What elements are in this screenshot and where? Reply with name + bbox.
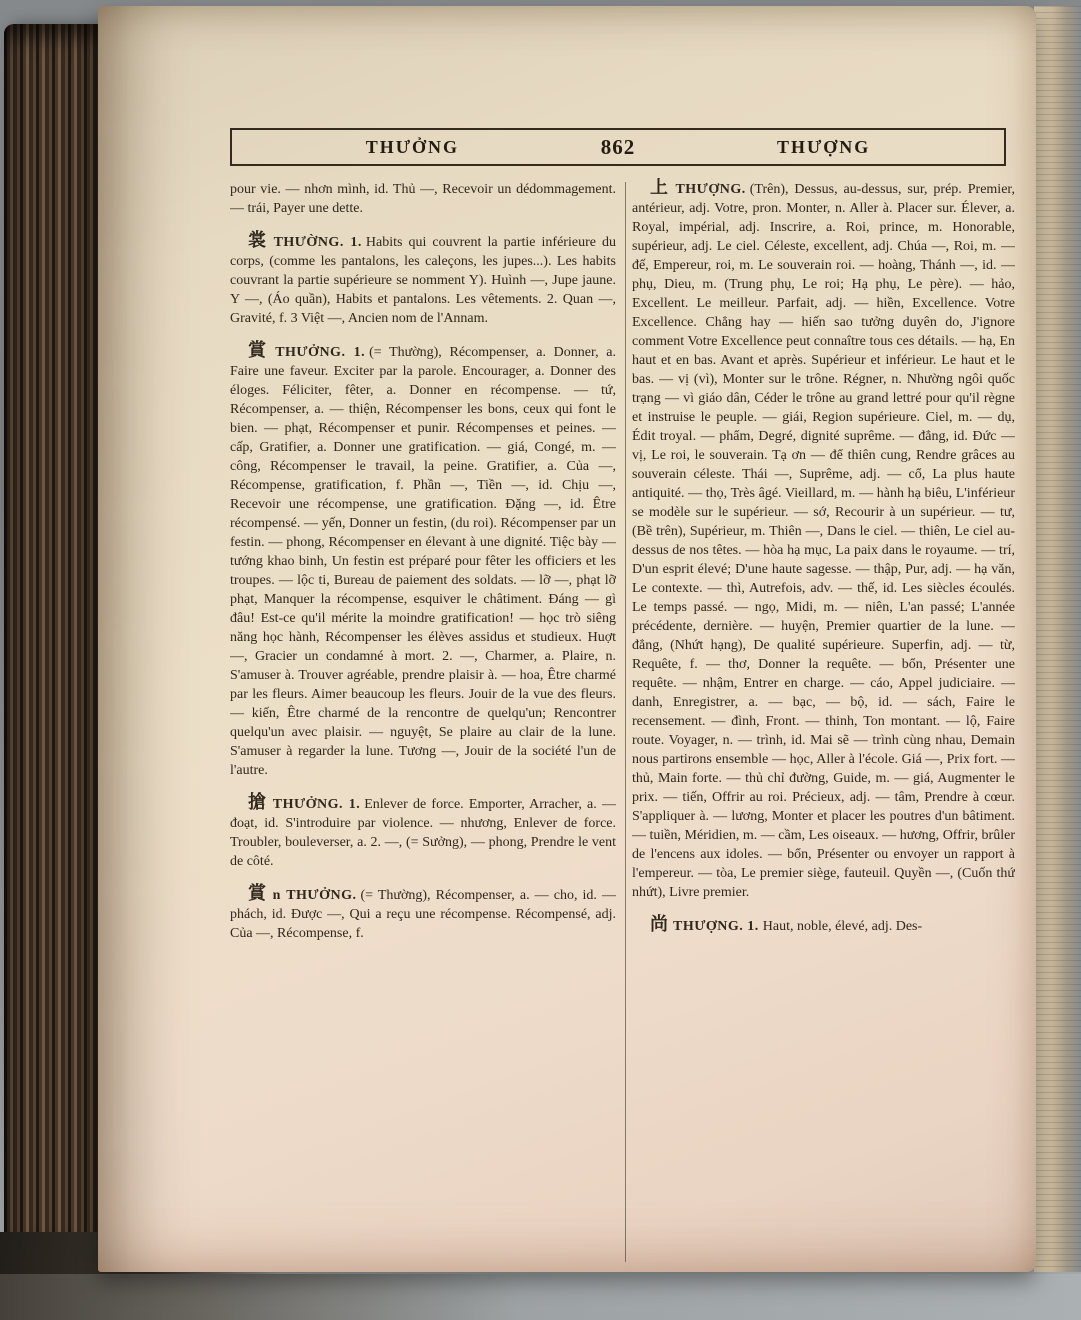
cjk-glyph: 裳 (248, 230, 269, 250)
left-column (230, 178, 616, 1266)
cjk-glyph: 尚 (650, 914, 668, 934)
page-number: 862 (600, 134, 636, 159)
entry-thuong-enlever (230, 793, 616, 871)
entry-thuong-haut-noble (632, 915, 1015, 936)
entry-headword: THƯỜNG. 1. (273, 235, 362, 250)
entry-thuong-garments (230, 231, 616, 328)
entry-thuong-dessus (632, 178, 1015, 902)
entry-body: (= Thường), Récompenser, a. — cho, id. — phách, id. Được —, Qui a reçu une récompense. Récompensé, adj. Của —, Récompense, f. (230, 888, 616, 941)
cjk-glyph: 上 (650, 178, 671, 197)
entry-headword: n THƯỞNG. (272, 888, 357, 903)
entry-headword: THƯỞNG. 1. (272, 797, 361, 812)
entry-headword: THƯỞNG. 1. (275, 345, 366, 360)
running-head-left: THƯỞNG (365, 136, 460, 157)
dictionary-page (98, 6, 1036, 1272)
entry-headword: THƯỢNG. 1. (673, 919, 759, 934)
entry-body: Haut, noble, élevé, adj. Des- (762, 919, 923, 934)
cjk-glyph: 搶 (248, 792, 268, 812)
entry-body: (Trên), Dessus, au-dessus, sur, prép. Premier, antérieur, adj. Votre, pron. Monter, n. Aller à. Placer sur. Élever, a. Royal, impérial, adj. Inscrire, a. Roi, prince, m. Honorable, supérieur, adj. Le ciel. Céleste, excellent, adj. Chúa —, Roi, m. — đế, Empereur, roi, m. Le souverain roi. — hoàng, Thánh —, id. — phụ, Dieu, m. (Trung phụ, Le roi; Hạ phụ, Le père). — hảo, Excellent. Le meilleur. Parfait, adj. — hiền, Excellence. Votre Excellence. Chẳng hay — hiến sao tưởng duyên do, J'ignore comment Votre Excellence peut connaître tous ces détails. — hạ, En haut et en bas. Avant et après. Supérieur et inférieur. Le haut et le bas. — vị (vì), Monter sur le trône. Régner, n. Nhường ngôi quốc trạng — vì giáo dân, Céder le trône au grand lettré pour qu'il règne et instruise le peuple. — giái, Region supérieure. Ciel, m. — dụ, Édit troyal. — phẩm, Degré, dignité suprême. — đẳng, id. Đức — vị, Le roi, le souverain. Tạ ơn — để thiên cung, Rendre grâces au souverain céleste. Thái —, Suprême, adj. — cổ, La plus haute antiquité. — thọ, Très âgé. Vieillard, m. — hành hạ biêu, L'inférieur se modèle sur le supérieur. — sớ, Recourir à un supérieur. — tư, (Bề trên), Supérieur, m. Thiên —, Dans le ciel. — thiên, Le ciel au-dessus de nos têtes. — hòa hạ mục, La paix dans le royaume. — trí, D'un esprit élevé; D'une haute sagesse. — thập, Pur, adj. — hạ văn, Le contexte. — thì, Autrefois, adv. — thế, id. Les siècles écoulés. Le temps passé. — ngọ, Midi, m. — niên, L'an passé; L'année précédente, dernière. — huyện, Premier quartier de la lune. — đẳng, (Nhứt hạng), De qualité supérieure. Superfin, adj. — từ, Requête, f. — thơ, Donner la requête. — bổn, Présenter une requête. — nhậm, Entrer en charge. — cáo, Appel judiciaire. — danh, Enregistrer, a. — bạc, — bộ, id. — sách, Faire le recensement. — đình, Front. — thinh, Ton montant. — lộ, Faire route. Voyager, n. — trình, id. Mai sẽ — trình cùng nhau, Demain nous partirons ensemble — học, Aller à l'école. Giá —, Prix fort. — thủ, Main forte. — thủ chỉ đường, Guide, m. — giá, Augmenter le prix. — tiến, Offrir au roi. Précieux, adj. — tâm, Prendre à cœur. S'appliquer à. — lương, Monter et placer les poutres d'un bâtiment. — tuiền, Méridien, m. — cầm, Les oiseaux. — hương, Offrir, brûler de l'encens aux idoles. — bổn, Présenter ou envoyer un rapport à l'empereur. — tòa, Le premier siège, fauteuil. Quyền —, (Cuốn thứ nhứt), Livre premier. (632, 182, 1015, 900)
next-page-edge (1034, 6, 1081, 1272)
entry-body: pour vie. — nhơn mình, id. Thủ —, Recevoir un dédommagement. — trái, Payer une dette. (230, 182, 616, 216)
entry-thuong-recompense (230, 341, 616, 780)
running-head-box (230, 128, 1006, 166)
entry-body: Enlever de force. Emporter, Arracher, a. — đoạt, id. S'introduire par violence. — nhương, Enlever de force. Troubler, bouleverser, a. 2. —, (= Sưởng), — phong, Prendre le vent de côté. (230, 797, 616, 869)
entry-thuong-recompense-2 (230, 884, 616, 943)
entry-body: Habits qui couvrent la partie inférieure du corps, (comme les pantalons, les caleçons, les jupes...). Les habits couvrant la partie supérieure se nomment Y). Huình —, Jupe jaune. Y —, (Áo quần), Habits et pantalons. Les vêtements. 2. Quan —, Gravité, f. 3 Việt —, Ancien nom de l'Annam. (230, 235, 616, 326)
cjk-glyph: 賞 (248, 883, 268, 903)
entry-continuation (230, 178, 616, 218)
column-divider (625, 182, 626, 1262)
table-surface (0, 1274, 1081, 1320)
entry-headword: THƯỢNG. (675, 182, 746, 197)
entry-body: (= Thường), Récompenser, a. Donner, a. Faire une faveur. Exciter par la parole. Encourager, a. Donner des éloges. Féliciter, fêter, a. Donner en récompense. — tứ, Récompenser, a. — thiện, Récompenser les bons, ceux qui font le bien. — phạt, Récompenser et punir. Récompenses et peines. — cấp, Gratifier, a. Donner une gratification. — giá, Congé, m. — công, Récompenser le travail, la peine. Gratifier, a. Của —, Récompense, gratification, f. Phần —, Tiền —, id. Chịu —, Recevoir une récompense, une gratification. Đặng —, id. Être récompensé. — yến, Donner un festin, (du roi). Récompenser par un festin. — phong, Récompenser en élevant à une dignité. Tiệc bày — tướng khao binh, Un festin est préparé pour fêter les officiers et les troupes. — lộc ti, Bureau de paiement des soldats. — lỡ —, phạt lỡ phạt, Manquer la récompense, esquiver le châtiment. Đáng — gì đâu! Est-ce qu'il mérite la moindre gratification! — học trò siêng năng học hành, Récompenser les élèves assidus et studieux. Huợt —, Gracier un condamné à mort. 2. —, Charmer, a. Plaire, n. S'amuser à. Trouver agréable, prendre plaisir à. — hoa, Être charmé par les fleurs. Aimer beaucoup les fleurs. Jouir de la vue des fleurs. — kiến, Être charmé de la rencontre de quelqu'un; Rencontrer quelqu'un avec plaisir. — nguyệt, Se plaire au clair de la lune. S'amuser à regarder la lune. Tương —, Jouir de la société l'un de l'autre. (230, 345, 616, 778)
running-head-right: THƯỢNG (776, 136, 871, 157)
book-spine-page-stack (4, 24, 100, 1274)
cjk-glyph: 賞 (248, 340, 271, 360)
right-column (632, 178, 1015, 1280)
